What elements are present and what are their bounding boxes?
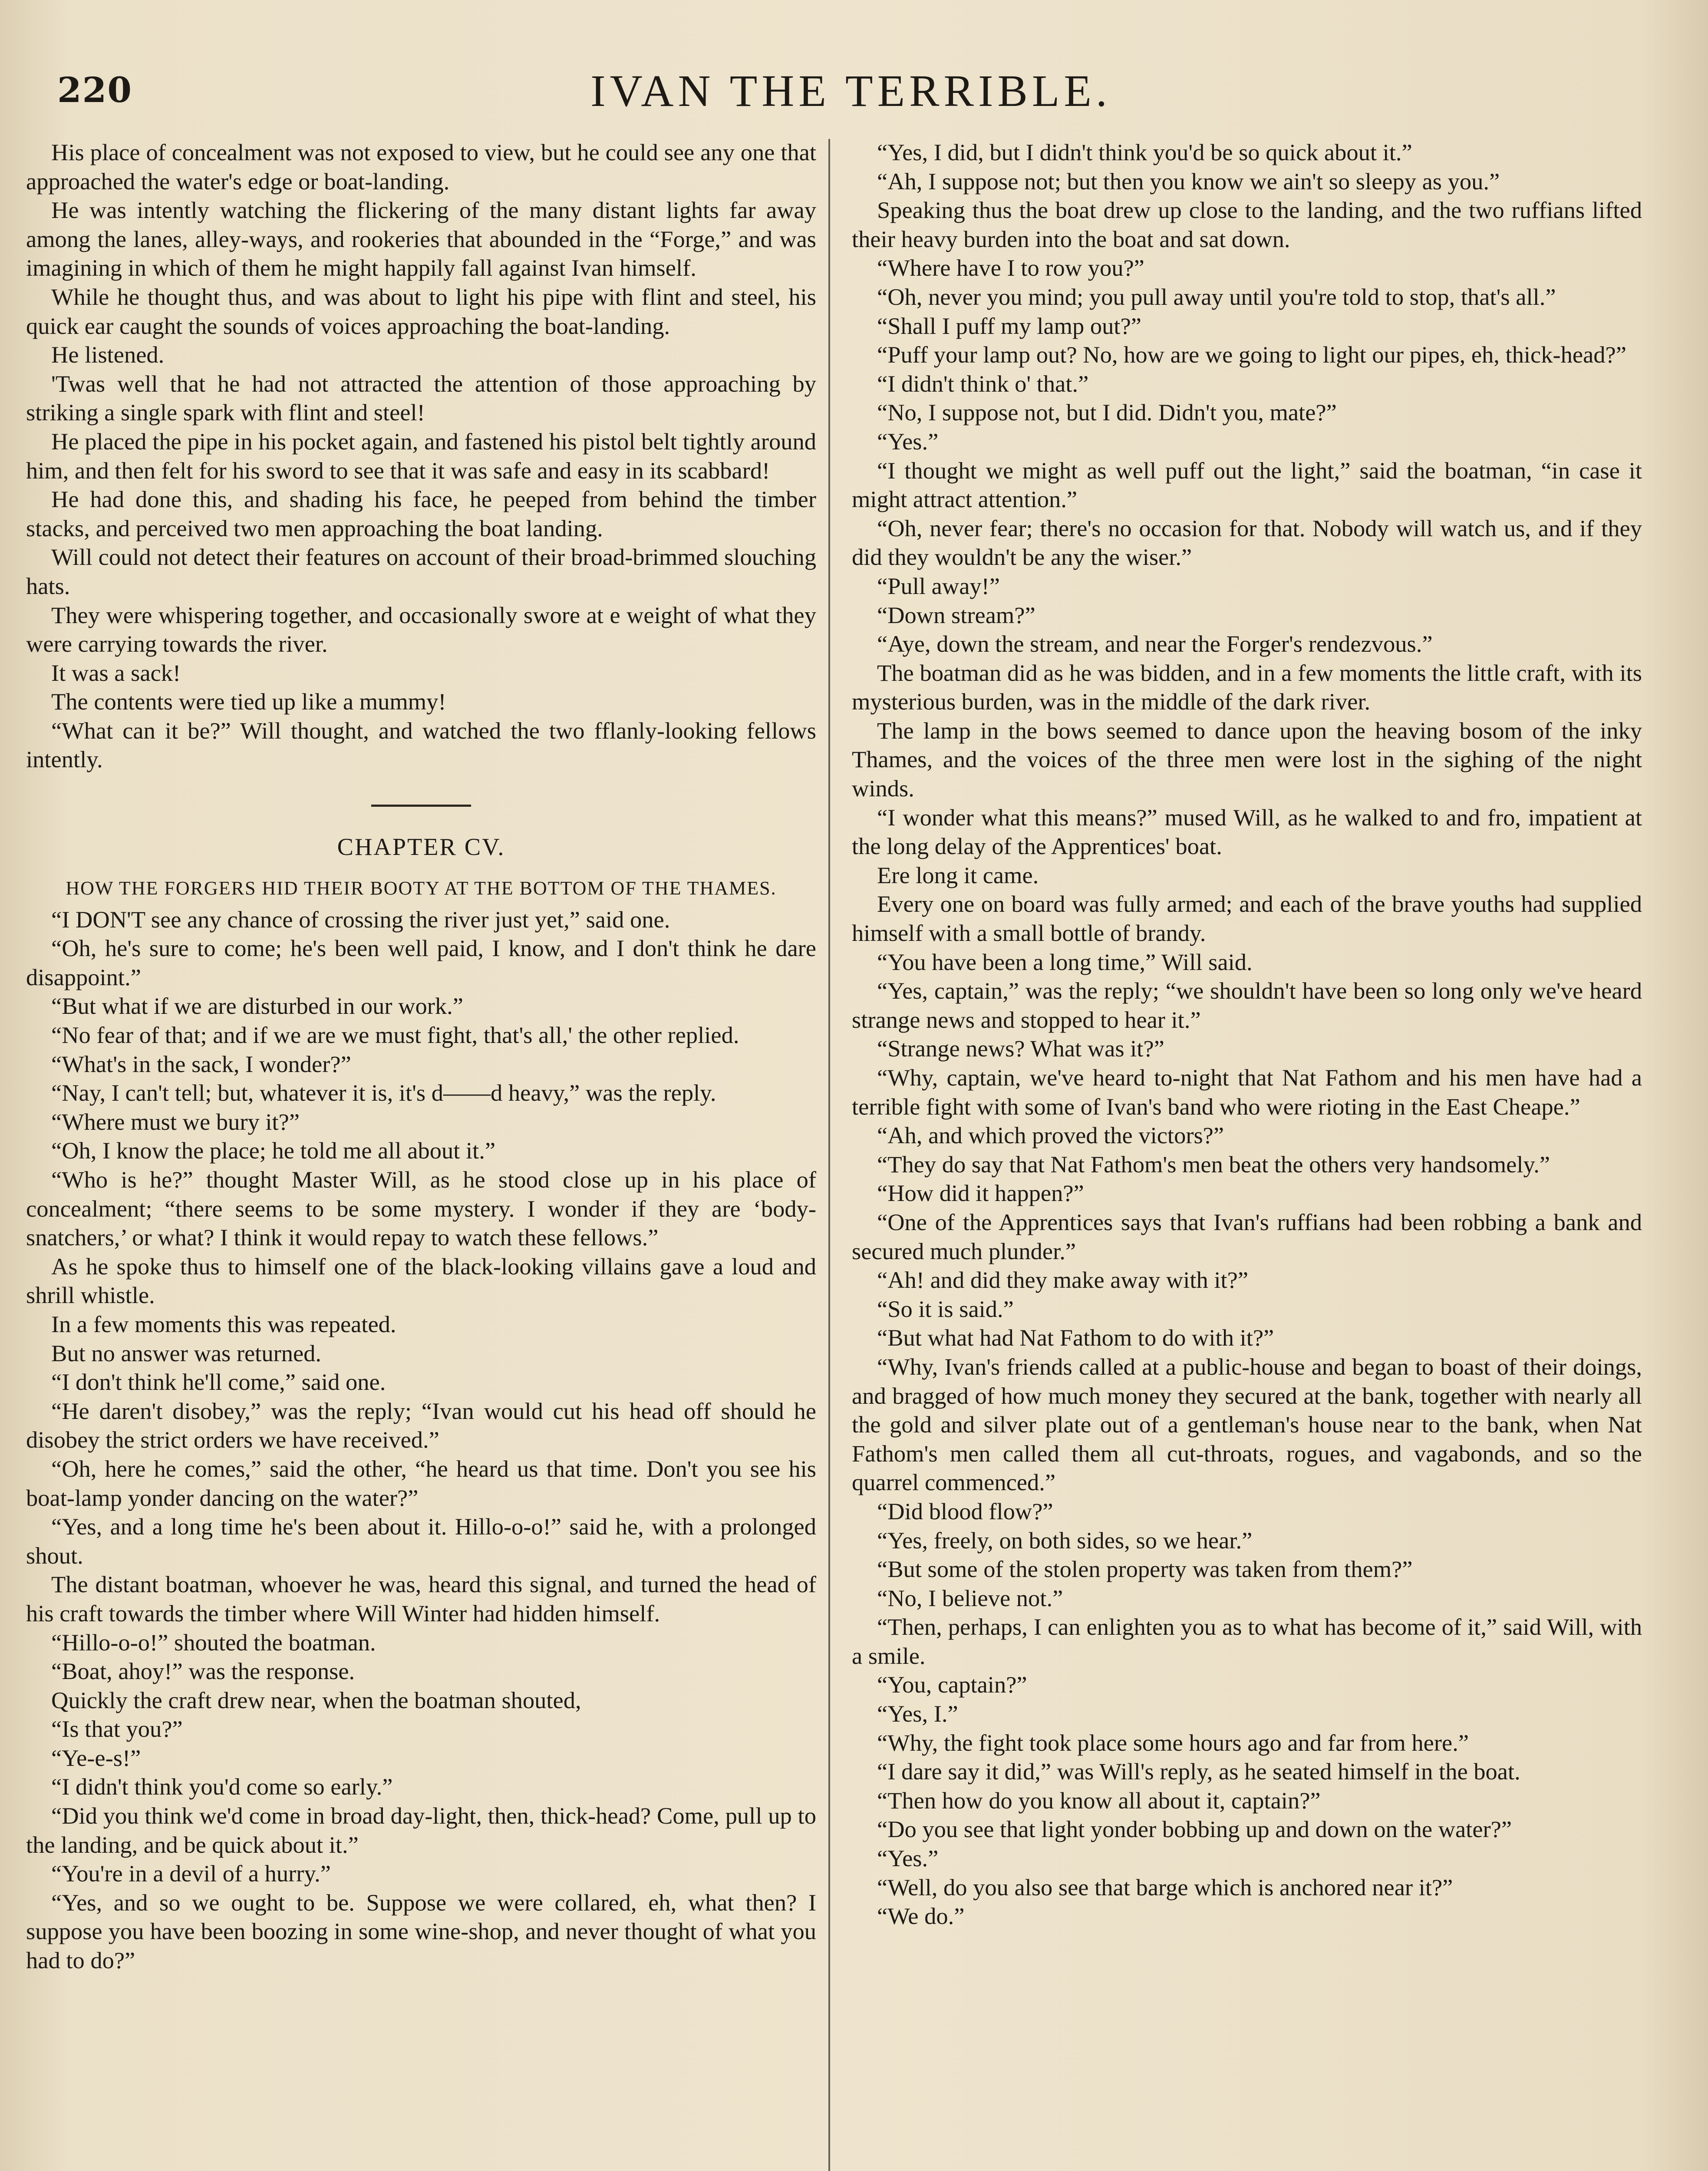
paragraph: “Who is he?” thought Master Will, as he stood close up in his place of concealment; “there seems to be some mystery. I wonder if they are ‘body-snatchers,’ or what? I think it would repay to watch these fellows.” (26, 1166, 816, 1251)
paragraph: The boatman did as he was bidden, and in a few moments the little craft, with its mysterious burden, was in the middle of the dark river. (852, 659, 1642, 715)
paragraph: As he spoke thus to himself one of the black-looking villains gave a loud and shrill whistle. (26, 1253, 816, 1309)
paragraph: “You, captain?” (877, 1671, 1027, 1698)
paragraph: “So it is said.” (877, 1295, 1014, 1322)
page-header (52, 65, 1650, 126)
paragraph: Ere long it came. (877, 861, 1039, 888)
paragraph: “No fear of that; and if we are we must fight, that's all,' the other replied. (51, 1022, 739, 1049)
paragraph: He was intently watching the flickering of the many distant lights far away among the lanes, alley-ways, and rookeries that abounded in the “Forge,” and was imagining in which of them he might happily fall against Ivan himself. (26, 197, 816, 281)
paragraph: “Yes, captain,” was the reply; “we shouldn't have been so long only we've heard strange news and stopped to hear it.” (852, 977, 1642, 1033)
paragraph: “Down stream?” (877, 601, 1035, 628)
paragraph: “I thought we might as well puff out the light,” said the boatman, “in case it might attract attention.” (852, 457, 1642, 513)
paragraph: “I dare say it did,” was Will's reply, as he seated himself in the boat. (877, 1758, 1520, 1785)
paragraph: “Yes, and so we ought to be. Suppose we were collared, eh, what then? I suppose you have been boozing in some wine-shop, and never thought of what you had to do?” (26, 1889, 816, 1974)
paragraph: “You're in a devil of a hurry.” (51, 1860, 331, 1887)
paragraph: “Hillo-o-o!” shouted the boatman. (51, 1629, 376, 1656)
paragraph: “Why, Ivan's friends called at a public-house and began to boast of their doings, and bragged of how much money they secured at the bank, together with nearly all the gold and silver plate out of a gentleman's house near to the bank, when Nat Fathom's men called them all cut-throats, rogues, and vagabonds, and so the quarrel commenced.” (852, 1353, 1642, 1496)
paragraph: “Did blood flow?” (877, 1498, 1053, 1524)
paragraph: He listened. (51, 341, 165, 368)
paragraph: It was a sack! (51, 659, 181, 686)
paragraph: “But what had Nat Fathom to do with it?” (877, 1324, 1274, 1351)
paragraph: He had done this, and shading his face, he peeped from behind the timber stacks, and perceived two men approaching the boat landing. (26, 486, 816, 541)
paragraph: “Yes.” (877, 1845, 939, 1872)
paragraph: Quickly the craft drew near, when the boatman shouted, (51, 1686, 581, 1713)
paragraph: “He daren't disobey,” was the reply; “Ivan would cut his head off should he disobey the strict orders we have received.” (26, 1397, 816, 1453)
paragraph: “Yes, freely, on both sides, so we hear.” (877, 1527, 1253, 1554)
paragraph: “Oh, I know the place; he told me all about it.” (51, 1137, 496, 1164)
paragraph: “They do say that Nat Fathom's men beat the others very handsomely.” (877, 1151, 1550, 1178)
paragraph: “Then, perhaps, I can enlighten you as to what has become of it,” said Will, with a smile. (852, 1613, 1642, 1669)
paragraph: “Shall I puff my lamp out?” (877, 312, 1141, 339)
paragraph: “Pull away!” (877, 572, 1000, 599)
paragraph: “No, I suppose not, but I did. Didn't you, mate?” (877, 399, 1337, 426)
running-title: IVAN THE TERRIBLE. (590, 66, 1111, 116)
section-rule (371, 805, 471, 807)
paragraph: “I didn't think you'd come so early.” (51, 1773, 393, 1800)
paragraph: “Well, do you also see that barge which is anchored near it?” (877, 1874, 1453, 1900)
paragraph: “Ah! and did they make away with it?” (877, 1267, 1249, 1293)
paragraph: Will could not detect their features on account of their broad-brimmed slouching hats. (26, 544, 816, 599)
paragraph: “We do.” (877, 1903, 965, 1930)
paragraph: “Yes, I.” (877, 1700, 958, 1727)
paragraph: “Oh, never you mind; you pull away until you're told to stop, that's all.” (877, 283, 1556, 310)
paragraph: “I don't think he'll come,” said one. (51, 1369, 386, 1396)
paragraph: While he thought thus, and was about to light his pipe with flint and steel, his quick ear caught the sounds of voices approaching the boat-landing. (26, 283, 816, 339)
paragraph: “You have been a long time,” Will said. (877, 948, 1253, 975)
left-paragraphs-before-chapter (26, 138, 816, 774)
paragraph: “But what if we are disturbed in our work.” (51, 993, 463, 1020)
paragraph: “Oh, never fear; there's no occasion for that. Nobody will watch us, and if they did they wouldn't be any the wiser.” (852, 515, 1642, 571)
paragraph: “Ah, and which proved the victors?” (877, 1122, 1224, 1149)
paragraph: “Why, the fight took place some hours ago and far from here.” (877, 1729, 1469, 1756)
paragraph: “I DON'T see any chance of crossing the river just yet,” said one. (51, 906, 670, 933)
paragraph: They were whispering together, and occasionally swore at e weight of what they were carrying towards the river. (26, 601, 816, 657)
right-paragraphs (852, 138, 1642, 1931)
paragraph: “What's in the sack, I wonder?” (51, 1050, 351, 1077)
paragraph: “Where must we bury it?” (51, 1108, 300, 1135)
paragraph: Speaking thus the boat drew up close to the landing, and the two ruffians lifted their heavy burden into the boat and sat down. (852, 197, 1642, 252)
paragraph: Every one on board was fully armed; and each of the brave youths had supplied himself with a small bottle of brandy. (852, 891, 1642, 947)
chapter-subtitle: HOW THE FORGERS HID THEIR BOOTY AT THE BOTTOM OF THE THAMES. (66, 877, 777, 899)
paragraph: But no answer was returned. (51, 1340, 322, 1366)
paragraph: “One of the Apprentices says that Ivan's ruffians had been robbing a bank and secured much plunder.” (852, 1208, 1642, 1264)
paragraph: 'Twas well that he had not attracted the attention of those approaching by striking a single spark with flint and steel! (26, 370, 816, 426)
paragraph: He placed the pipe in his pocket again, and fastened his pistol belt tightly around him, and then felt for his sword to see that it was safe and easy in its scabbard! (26, 428, 816, 484)
chapter-heading: CHAPTER CV. (337, 834, 505, 861)
paragraph: The lamp in the bows seemed to dance upon the heaving bosom of the inky Thames, and the voices of the three men were lost in the sighing of the night winds. (852, 717, 1642, 802)
paragraph: The distant boatman, whoever he was, heard this signal, and turned the head of his craft towards the timber where Will Winter had hidden himself. (26, 1571, 816, 1627)
paragraph: “Yes.” (877, 428, 939, 455)
paragraph: In a few moments this was repeated. (51, 1310, 396, 1337)
paragraph: “Is that you?” (51, 1716, 183, 1742)
paragraph: “Where have I to row you?” (877, 254, 1144, 281)
paragraph: “I wonder what this means?” mused Will, as he walked to and fro, impatient at the long delay of the Apprentices' boat. (852, 804, 1642, 860)
paragraph: The contents were tied up like a mummy! (51, 688, 446, 715)
paragraph: “Boat, ahoy!” was the response. (51, 1658, 355, 1685)
paragraph: “Ah, I suppose not; but then you know we ain't so sleepy as you.” (877, 168, 1500, 195)
paragraph: “Why, captain, we've heard to-night that Nat Fathom and his men have had a terrible fight with some of Ivan's band who were rioting in the East Cheape.” (852, 1064, 1642, 1120)
paragraph: “But some of the stolen property was taken from them?” (877, 1556, 1413, 1583)
paragraph: “Strange news? What was it?” (877, 1035, 1164, 1062)
paragraph: “Then how do you know all about it, captain?” (877, 1787, 1321, 1814)
paragraph: “No, I believe not.” (877, 1584, 1063, 1611)
paragraph: “Yes, and a long time he's been about it. Hillo-o-o!” said he, with a prolonged shout. (26, 1513, 816, 1569)
paragraph: “Yes, I did, but I didn't think you'd be so quick about it.” (877, 139, 1412, 165)
paragraph: “Aye, down the stream, and near the Forger's rendezvous.” (877, 630, 1433, 657)
paragraph: “What can it be?” Will thought, and watched the two fflanly-looking fellows intently. (26, 717, 816, 773)
column-divider (828, 139, 830, 2171)
left-column (26, 138, 816, 2171)
paragraph: “I didn't think o' that.” (877, 370, 1089, 397)
paragraph: His place of concealment was not exposed to view, but he could see any one that approached the water's edge or boat-landing. (26, 139, 816, 195)
page-number: 220 (57, 69, 132, 110)
paragraph: “Oh, he's sure to come; he's been well paid, I know, and I don't think he dare disappoint.” (26, 935, 816, 990)
paragraph: “Do you see that light yonder bobbing up and down on the water?” (877, 1816, 1512, 1843)
paragraph: “Ye-e-s!” (51, 1744, 141, 1771)
paragraph: “Oh, here he comes,” said the other, “he heard us that time. Don't you see his boat-lamp yonder dancing on the water?” (26, 1455, 816, 1511)
paragraph: “Puff your lamp out? No, how are we going to light our pipes, eh, thick-head?” (877, 341, 1626, 368)
paragraph: “Nay, I can't tell; but, whatever it is, it's d——d heavy,” was the reply. (51, 1079, 716, 1106)
paragraph: “How did it happen?” (877, 1180, 1084, 1207)
left-paragraphs-after-chapter (26, 905, 816, 1975)
right-column (852, 138, 1642, 2171)
paragraph: “Did you think we'd come in broad day-light, then, thick-head? Come, pull up to the landing, and be quick about it.” (26, 1802, 816, 1858)
